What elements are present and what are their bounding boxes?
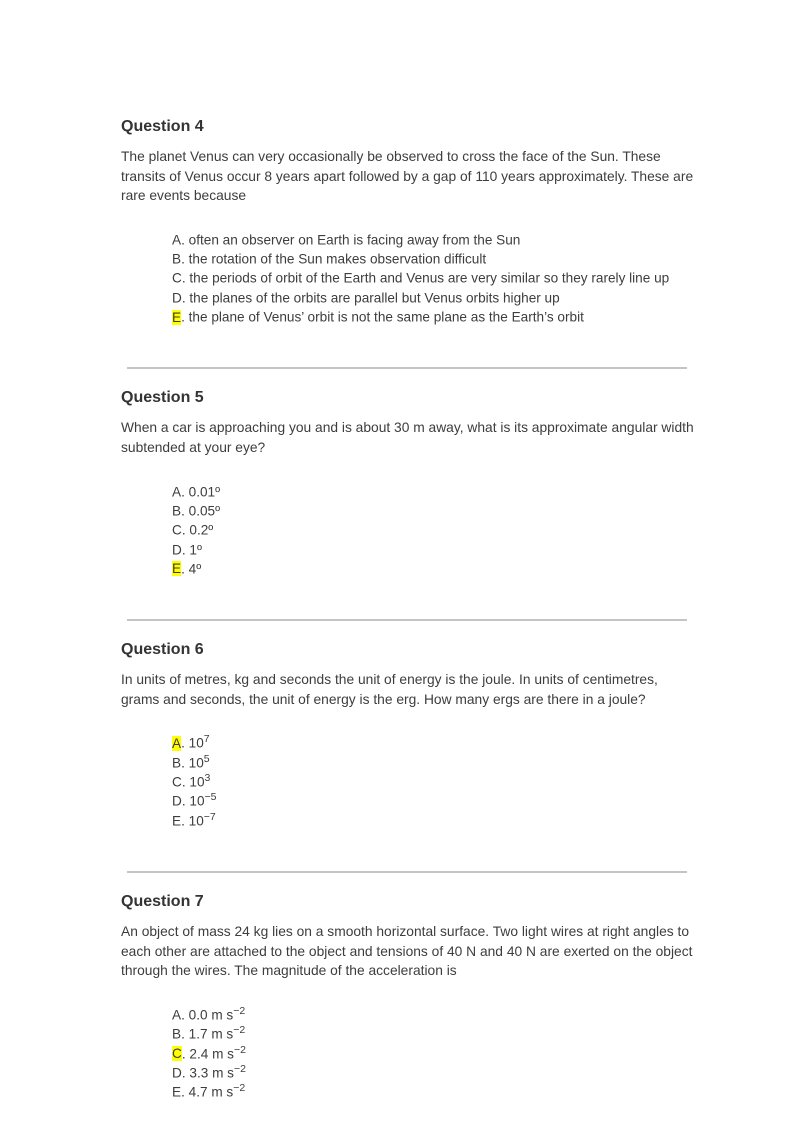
option-text: 0.01º — [188, 484, 221, 500]
answer-option — [172, 1004, 794, 1023]
option-separator: . — [181, 561, 185, 577]
option-letter: C — [172, 1046, 182, 1062]
answer-option — [172, 732, 794, 751]
option-superscript: −7 — [203, 810, 216, 823]
option-superscript: 3 — [204, 772, 211, 785]
answer-option — [172, 500, 794, 519]
question-body: In units of metres, kg and seconds the unit of energy is the joule. In units of centimetres, grams and seconds, the unit of energy is the erg. How many ergs are there in a joule? — [121, 672, 658, 707]
question-block — [121, 389, 794, 577]
option-text: 10 — [188, 813, 204, 829]
option-text: 10 — [189, 774, 205, 790]
option-separator: . — [181, 270, 186, 286]
option-separator: . — [181, 813, 185, 829]
answer-option — [172, 752, 794, 771]
option-text: the plane of Venus’ orbit is not the same plane as the Earth’s orbit — [188, 309, 584, 325]
answer-option — [172, 248, 794, 267]
option-separator: . — [181, 309, 185, 325]
question-body: An object of mass 24 kg lies on a smooth horizontal surface. Two light wires at right angles to each other are attached to the object and tensions of 40 N and 40 N are exerted on the object through the wires. The magnitude of the acceleration is — [121, 924, 693, 979]
question-title: Question 6 — [121, 641, 204, 659]
answer-option — [172, 519, 794, 538]
options-list — [121, 732, 794, 829]
option-letter: E — [172, 561, 182, 577]
option-letter: B — [172, 251, 182, 267]
option-separator: . — [181, 793, 186, 809]
option-separator: . — [181, 542, 186, 558]
answer-option — [172, 229, 794, 248]
option-separator: . — [181, 522, 186, 538]
option-letter: D — [172, 542, 182, 558]
option-text: 4º — [188, 561, 202, 577]
option-superscript: −2 — [233, 1004, 246, 1017]
option-separator: . — [181, 251, 185, 267]
answer-option — [172, 539, 794, 558]
answer-option — [172, 810, 794, 829]
option-separator: . — [181, 503, 185, 519]
answer-option — [172, 1062, 794, 1081]
option-letter: B — [172, 1026, 182, 1042]
option-letter: C — [172, 774, 182, 790]
answer-option — [172, 287, 794, 306]
option-text: 10 — [188, 755, 204, 771]
option-letter: D — [172, 290, 182, 306]
option-text: 0.05º — [188, 503, 221, 519]
question-block — [121, 118, 794, 325]
option-superscript: −2 — [233, 1024, 246, 1037]
answer-option — [172, 306, 794, 325]
option-separator: . — [181, 1065, 186, 1081]
option-letter: E — [172, 813, 182, 829]
option-letter: A — [172, 484, 182, 500]
answer-option — [172, 1081, 794, 1100]
answer-option — [172, 790, 794, 809]
option-text: 10 — [189, 793, 205, 809]
section-divider — [127, 367, 687, 369]
option-separator: . — [181, 1046, 186, 1062]
option-letter: C — [172, 270, 182, 286]
question-block — [121, 893, 794, 1100]
option-text: 4.7 m s — [188, 1084, 234, 1100]
option-superscript: 5 — [203, 752, 210, 765]
options-list — [121, 229, 794, 326]
answer-option — [172, 558, 794, 577]
question-body: The planet Venus can very occasionally be observed to cross the face of the Sun. These transits of Venus occur 8 years apart followed by a gap of 110 years approximately. These are rare events because — [121, 149, 694, 204]
option-text: 0.2º — [189, 522, 214, 538]
option-text: 2.4 m s — [189, 1046, 234, 1062]
option-text: 0.0 m s — [188, 1007, 234, 1023]
option-separator: . — [181, 484, 185, 500]
section-divider — [127, 871, 687, 873]
question-title: Question 7 — [121, 893, 204, 911]
option-letter: D — [172, 1065, 182, 1081]
option-separator: . — [181, 774, 186, 790]
answer-option — [172, 771, 794, 790]
option-letter: C — [172, 522, 182, 538]
option-letter: D — [172, 793, 182, 809]
option-superscript: −5 — [204, 791, 217, 804]
option-text: often an observer on Earth is facing away from the Sun — [188, 232, 521, 248]
option-text: 1º — [189, 542, 202, 558]
option-text: 1.7 m s — [188, 1026, 234, 1042]
option-letter: B — [172, 503, 182, 519]
option-superscript: −2 — [233, 1043, 246, 1056]
option-separator: . — [181, 290, 186, 306]
option-letter: E — [172, 1084, 182, 1100]
option-letter: A — [172, 1007, 182, 1023]
option-letter: A — [172, 735, 182, 751]
question-title: Question 4 — [121, 118, 204, 135]
option-text: the rotation of the Sun makes observation difficult — [188, 251, 487, 267]
answer-option — [172, 267, 794, 286]
option-text: 10 — [188, 735, 204, 751]
option-separator: . — [181, 1007, 185, 1023]
option-letter: E — [172, 309, 182, 325]
question-block — [121, 641, 794, 829]
options-list — [121, 1004, 794, 1101]
option-letter: B — [172, 755, 182, 771]
option-separator: . — [181, 232, 185, 248]
option-superscript: −2 — [233, 1062, 246, 1075]
option-superscript: 7 — [203, 733, 210, 746]
option-letter: A — [172, 232, 182, 248]
question-body: When a car is approaching you and is about 30 m away, what is its approximate angular width subtended at your eye? — [121, 420, 694, 456]
option-separator: . — [181, 1084, 185, 1100]
options-list — [121, 481, 794, 578]
option-separator: . — [181, 755, 185, 771]
option-text: the planes of the orbits are parallel but Venus orbits higher up — [189, 290, 560, 306]
answer-option — [172, 1023, 794, 1042]
option-separator: . — [181, 1026, 185, 1042]
option-text: the periods of orbit of the Earth and Venus are very similar so they rarely line up — [189, 270, 670, 286]
question-title: Question 5 — [121, 389, 204, 407]
answer-option — [172, 1043, 794, 1062]
section-divider — [127, 619, 687, 621]
option-superscript: −2 — [233, 1082, 246, 1095]
option-text: 3.3 m s — [189, 1065, 234, 1081]
option-separator: . — [181, 735, 185, 751]
answer-option — [172, 481, 794, 500]
